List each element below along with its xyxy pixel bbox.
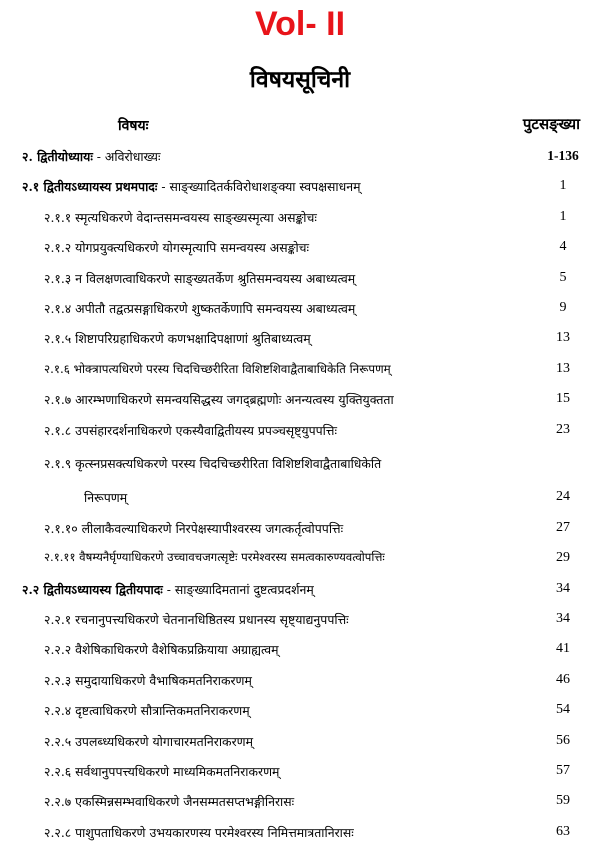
toc-entry-subtitle: - साङ्ख्यादिमतानां दुष्टत्वप्रदर्शनम् xyxy=(162,581,314,597)
volume-heading: Vol- II xyxy=(254,5,346,43)
toc-entry-title: २.१.४ अपीतौ तद्वत्प्रसङ्गाधिकरणे शुष्कतर्केणापि समन्वयस्य अबाध्यत्वम् xyxy=(44,300,356,316)
toc-entry-title: २.२.४ दृष्टत्वाधिकरणे सौत्रान्तिकमतनिराकरणम् xyxy=(44,703,250,719)
toc-entry-title: २.२.७ एकस्मिन्नसम्भवाधिकरणे जैनसम्मतसप्तभङ्गीनिरासः xyxy=(44,794,295,810)
toc-entry-title: २.१.५ शिष्टापरिग्रहाधिकरणे कणभक्षादिपक्षाणां श्रुतिबाध्यत्वम् xyxy=(44,331,311,347)
toc-entry-title: २.२.५ उपलब्ध्यधिकरणे योगाचारमतनिराकरणम् xyxy=(44,733,254,749)
toc-section-entry xyxy=(0,604,600,634)
toc-section-entry xyxy=(0,202,600,232)
toc-entry-page: 5 xyxy=(559,269,567,285)
toc-entry-page: 57 xyxy=(556,763,570,779)
toc-entry-page: 24 xyxy=(556,488,570,504)
toc-section-entry xyxy=(0,513,600,543)
toc-entry-page: 27 xyxy=(556,519,570,535)
toc-entry-title: २.१.३ न विलक्षणत्वाधिकरणे साङ्ख्यतर्केण श्रुतिसमन्वयस्य अबाध्यत्वम् xyxy=(44,270,356,286)
toc-entry-title: २.२.६ सर्वथानुपपत्त्यधिकरणे माध्यमिकमतनिराकरणम् xyxy=(44,764,280,780)
toc-entry-title: २.१.१ स्मृत्यधिकरणे वेदान्तसमन्वयस्य साङ्ख्यस्मृत्या असङ्कोचः xyxy=(44,209,317,225)
toc-entry-page: 4 xyxy=(559,239,567,255)
toc-section-entry xyxy=(0,786,600,816)
toc-entry-bold-title: २.१ द्वितीयऽध्यायस्य प्रथमपादः xyxy=(22,179,158,195)
toc-entry-page: 23 xyxy=(556,421,570,437)
toc-entry-page: 1 xyxy=(559,178,567,194)
toc-entry-page: 15 xyxy=(556,391,570,407)
toc-entry-subtitle: - अविरोधाख्यः xyxy=(92,149,161,164)
toc-section-entry xyxy=(0,415,600,445)
toc-entry-title: २.१.७ आरम्भणाधिकरणे समन्वयसिद्धस्य जगद्ब्रह्मणोः अनन्यत्वस्य युक्तियुक्तता xyxy=(44,392,394,408)
toc-entry-page: 59 xyxy=(556,793,570,809)
toc-entry-title: २.१.१० लीलाकैवल्याधिकरणे निरपेक्षस्यापीश्वरस्य जगत्कर्तृत्वोपपत्तिः xyxy=(44,520,344,536)
toc-entry-title xyxy=(22,581,314,598)
toc-section-entry xyxy=(0,726,600,756)
toc-section-entry xyxy=(0,354,600,384)
page-title: विषयसूचिनी xyxy=(249,67,351,93)
toc-section-entry xyxy=(0,543,600,573)
toc-entry-page: 63 xyxy=(556,823,570,839)
toc-section-entry xyxy=(0,695,600,725)
column-header-row xyxy=(0,112,600,138)
subject-column-header: विषयः xyxy=(118,118,149,134)
toc-entry-title xyxy=(22,148,161,165)
toc-section-entry xyxy=(0,445,600,479)
toc-entry-title: २.२.२ वैशेषिकाधिकरणे वैशेषिकप्रक्रियाया अग्राह्यत्वम् xyxy=(44,642,279,658)
toc-entry-title: २.१.९ कृत्स्नप्रसक्त्यधिकरणे परस्य चिदचिच्छरीरिता विशिष्टशिवाद्वैताबाधिकेति xyxy=(44,455,382,471)
toc-entry-bold-title: २.२ द्वितीयऽध्यायस्य द्वितीयपादः xyxy=(22,581,163,597)
toc-entry-page: 29 xyxy=(556,550,570,566)
toc-section-entry xyxy=(0,817,600,847)
page-count-column-header: पुटसङ्ख्या xyxy=(522,115,580,133)
toc-pada-entry xyxy=(0,574,600,604)
toc-section-entry xyxy=(0,384,600,414)
toc-section-entry xyxy=(0,665,600,695)
toc-entry-title: २.२.१ रचनानुपत्त्यधिकरणे चेतनानधिष्ठितस्य प्रधानस्य सृष्ट्याद्यनुपपत्तिः xyxy=(44,612,349,628)
toc-section-entry xyxy=(0,634,600,664)
toc-entry-page: 41 xyxy=(556,641,570,657)
toc-entry-title: २.२.३ समुदायाधिकरणे वैभाषिकमतनिराकरणम् xyxy=(44,672,252,688)
toc-entry-title: २.२.८ पाशुपताधिकरणे उभयकारणस्य परमेश्वरस्य निमित्तमात्रतानिरासः xyxy=(44,824,354,840)
toc-chapter-entry xyxy=(0,141,600,171)
toc-entry-page: 46 xyxy=(556,671,570,687)
toc-entry-page: 13 xyxy=(556,330,570,346)
toc-entry-page: 34 xyxy=(556,580,570,596)
toc-entry-page: 34 xyxy=(556,611,570,627)
toc-section-entry xyxy=(0,323,600,353)
toc-section-entry xyxy=(0,263,600,293)
toc-section-continuation xyxy=(0,479,600,513)
table-of-contents xyxy=(0,141,600,847)
toc-entry-title: २.१.११ वैषम्यनैर्घृण्याधिकरणे उच्चावचजगत्सृष्टेः परमेश्वरस्य समत्वकारुण्यवत्वोपत्तिः xyxy=(44,550,385,565)
toc-entry-title: २.१.६ भोक्त्रापत्यधिरणे परस्य चिदचिच्छरीरिता विशिष्टशिवाद्वैताबाधिकेति निरूपणम् xyxy=(44,361,391,376)
toc-section-entry xyxy=(0,293,600,323)
toc-entry-title: २.१.२ योगप्रयुक्त्यधिकरणे योगस्मृत्यापि समन्वयस्य असङ्कोचः xyxy=(44,240,310,256)
toc-entry-title xyxy=(22,178,361,195)
toc-entry-page: 13 xyxy=(556,360,570,376)
toc-entry-title: २.१.८ उपसंहारदर्शनाधिकरणे एकस्यैवाद्वितीयस्य प्रपञ्चसृष्ट्युपपत्तिः xyxy=(44,422,337,438)
toc-entry-page: 56 xyxy=(556,732,570,748)
toc-section-entry xyxy=(0,232,600,262)
toc-entry-title: निरूपणम् xyxy=(84,489,128,505)
toc-entry-subtitle: - साङ्ख्यादितर्कविरोधाशङ्क्या स्वपक्षसाधनम् xyxy=(157,179,361,195)
toc-entry-page: 54 xyxy=(556,702,570,718)
toc-section-entry xyxy=(0,756,600,786)
toc-entry-page: 9 xyxy=(559,299,567,315)
toc-entry-bold-title: २. द्वितीयोध्यायः xyxy=(22,149,93,164)
toc-entry-page: 1 xyxy=(559,208,567,224)
toc-pada-entry xyxy=(0,171,600,201)
toc-entry-page: 1-136 xyxy=(547,148,579,163)
